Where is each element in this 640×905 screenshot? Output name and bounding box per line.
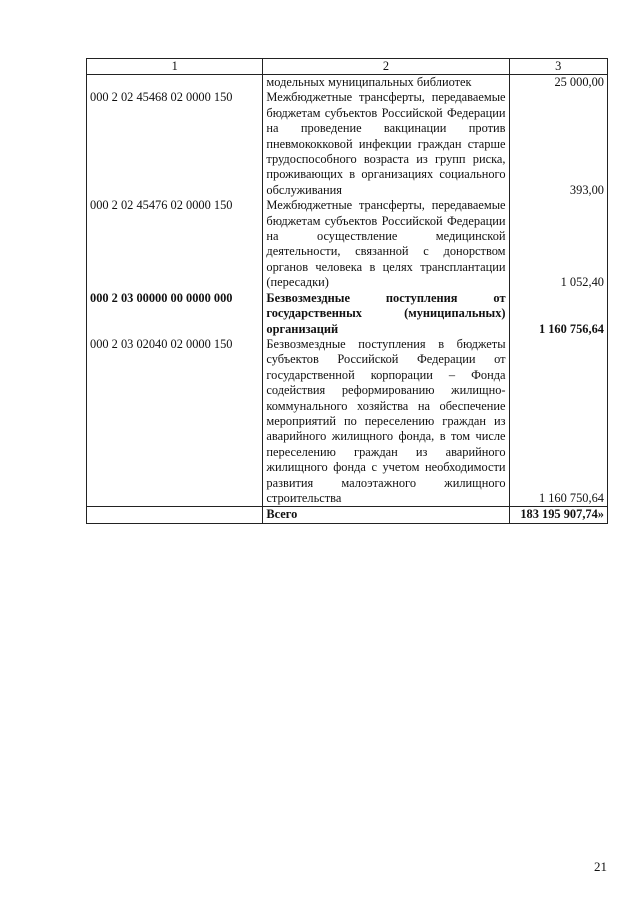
row-description: Безвозмездные поступления от государственных (муниципальных) организаций bbox=[263, 291, 509, 337]
table-row bbox=[87, 291, 608, 337]
budget-revenue-table bbox=[86, 58, 608, 524]
row-code bbox=[87, 75, 263, 91]
row-amount: 1 052,40 bbox=[509, 198, 607, 290]
header-row bbox=[87, 59, 608, 75]
row-code: 000 2 03 00000 00 0000 000 bbox=[87, 291, 263, 337]
table-row bbox=[87, 198, 608, 290]
row-amount: 1 160 750,64 bbox=[509, 337, 607, 507]
row-code: 000 2 02 45476 02 0000 150 bbox=[87, 198, 263, 290]
total-code-cell bbox=[87, 507, 263, 523]
table-row bbox=[87, 90, 608, 198]
total-label: Всего bbox=[263, 507, 509, 523]
column-header-2: 2 bbox=[263, 59, 509, 75]
table-row bbox=[87, 75, 608, 91]
row-amount: 1 160 756,64 bbox=[509, 291, 607, 337]
total-amount: 183 195 907,74» bbox=[509, 507, 607, 523]
row-description: Межбюджетные трансферты, передаваемые бюджетам субъектов Российской Федерации на осуществление медицинской деятельности, связанной с донорством органов человека в целях трансплантации (пересадки) bbox=[263, 198, 509, 290]
row-description: модельных муниципальных библиотек bbox=[263, 75, 509, 91]
column-header-1: 1 bbox=[87, 59, 263, 75]
column-header-3: 3 bbox=[509, 59, 607, 75]
row-amount: 25 000,00 bbox=[509, 75, 607, 91]
table-row bbox=[87, 337, 608, 507]
page-number: 21 bbox=[594, 859, 607, 874]
row-code: 000 2 03 02040 02 0000 150 bbox=[87, 337, 263, 507]
row-amount: 393,00 bbox=[509, 90, 607, 198]
total-row bbox=[87, 507, 608, 523]
row-description: Безвозмездные поступления в бюджеты субъектов Российской Федерации от государственной корпорации – Фонда содействия реформированию жилищно-коммунального хозяйства на обеспечение мероприятий по переселению граждан из аварийного жилищного фонда, в том числе переселению граждан из аварийного жилищного фонда с учетом необходимости развития малоэтажного жилищного строительства bbox=[263, 337, 509, 507]
row-code: 000 2 02 45468 02 0000 150 bbox=[87, 90, 263, 198]
row-description: Межбюджетные трансферты, передаваемые бюджетам субъектов Российской Федерации на проведение вакцинации против пневмококковой инфекции граждан старше трудоспособного возраста из групп риска, проживающих в организациях социального обслуживания bbox=[263, 90, 509, 198]
